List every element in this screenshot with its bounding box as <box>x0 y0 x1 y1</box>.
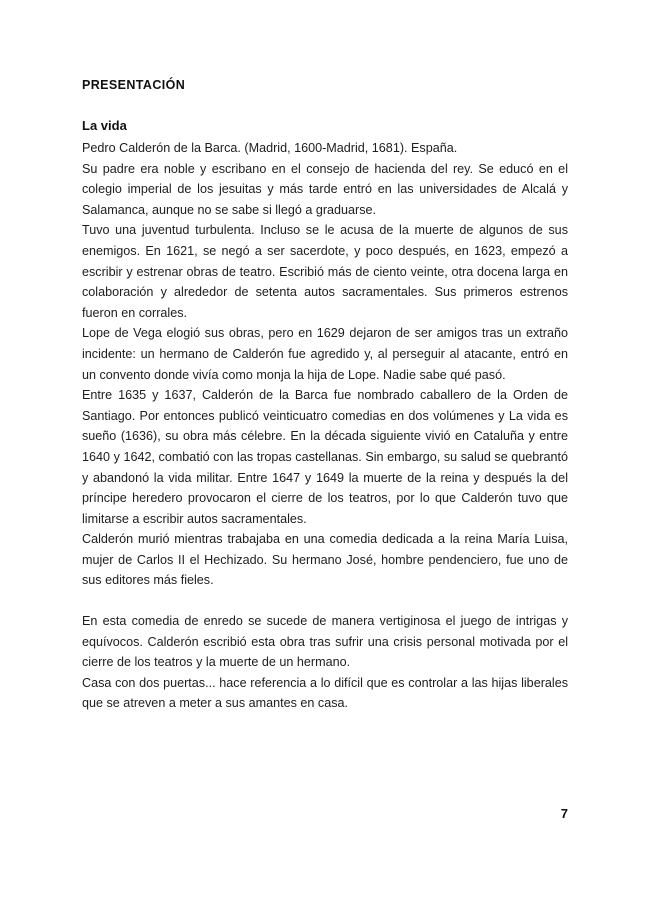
paragraph-orden-de-santiago: Entre 1635 y 1637, Calderón de la Barca fue nombrado caballero de la Orden de Santiago. Por entonces publicó veinticuatro comedias en dos volúmenes y La vida es sueño (1636), su obra más célebre. En la década siguiente vivió en Cataluña y entre 1640 y 1642, combatió con las tropas castellanas. Sin embargo, su salud se quebrantó y abandonó la vida militar. Entre 1647 y 1649 la muerte de la reina y después la del príncipe heredero provocaron el cierre de los teatros, por lo que Calderón tuvo que limitarse a escribir autos sacramentales. <box>82 388 568 526</box>
paragraph-spacer <box>82 591 568 611</box>
paragraph-lope-de-vega: Lope de Vega elogió sus obras, pero en 1629 dejaron de ser amigos tras un extraño incidente: un hermano de Calderón fue agredido y, al perseguir al atacante, entró en un convento donde vivía como monja la hija de Lope. Nadie sabe qué pasó. <box>82 326 568 382</box>
paragraph-comedy-analysis: En esta comedia de enredo se sucede de manera vertiginosa el juego de intrigas y equívocos. Calderón escribió esta obra tras sufrir una crisis personal motivada por el cierre de los teatros y la muerte de un hermano. <box>82 614 568 670</box>
paragraph-death: Calderón murió mientras trabajaba en una comedia dedicada a la reina María Luisa, mujer de Carlos II el Hechizado. Su hermano José, hombre pendenciero, fue uno de sus editores más fieles. <box>82 532 568 588</box>
section-heading: PRESENTACIÓN <box>82 78 186 92</box>
paragraph-youth: Tuvo una juventud turbulenta. Incluso se le acusa de la muerte de algunos de sus enemigos. En 1621, se negó a ser sacerdote, y poco después, en 1623, empezó a escribir y estrenar obras de teatro. Escribió más de ciento veinte, otra docena larga en colaboración y alrededor de setenta autos sacramentales. Sus primeros estrenos fueron en corrales. <box>82 223 568 320</box>
paragraph-birth-info: Pedro Calderón de la Barca. (Madrid, 1600-Madrid, 1681). España. <box>82 141 458 155</box>
paragraph-family-education: Su padre era noble y escribano en el consejo de hacienda del rey. Se educó en el colegio imperial de los jesuitas y más tarde entró en las universidades de Alcalá y Salamanca, aunque no se sabe si llegó a graduarse. <box>82 161 568 217</box>
page-number: 7 <box>560 806 568 821</box>
paragraph-title-reference: Casa con dos puertas... hace referencia a lo difícil que es controlar a las hijas liberales que se atreven a meter a sus amantes en casa. <box>82 675 568 711</box>
subsection-heading: La vida <box>82 118 127 133</box>
